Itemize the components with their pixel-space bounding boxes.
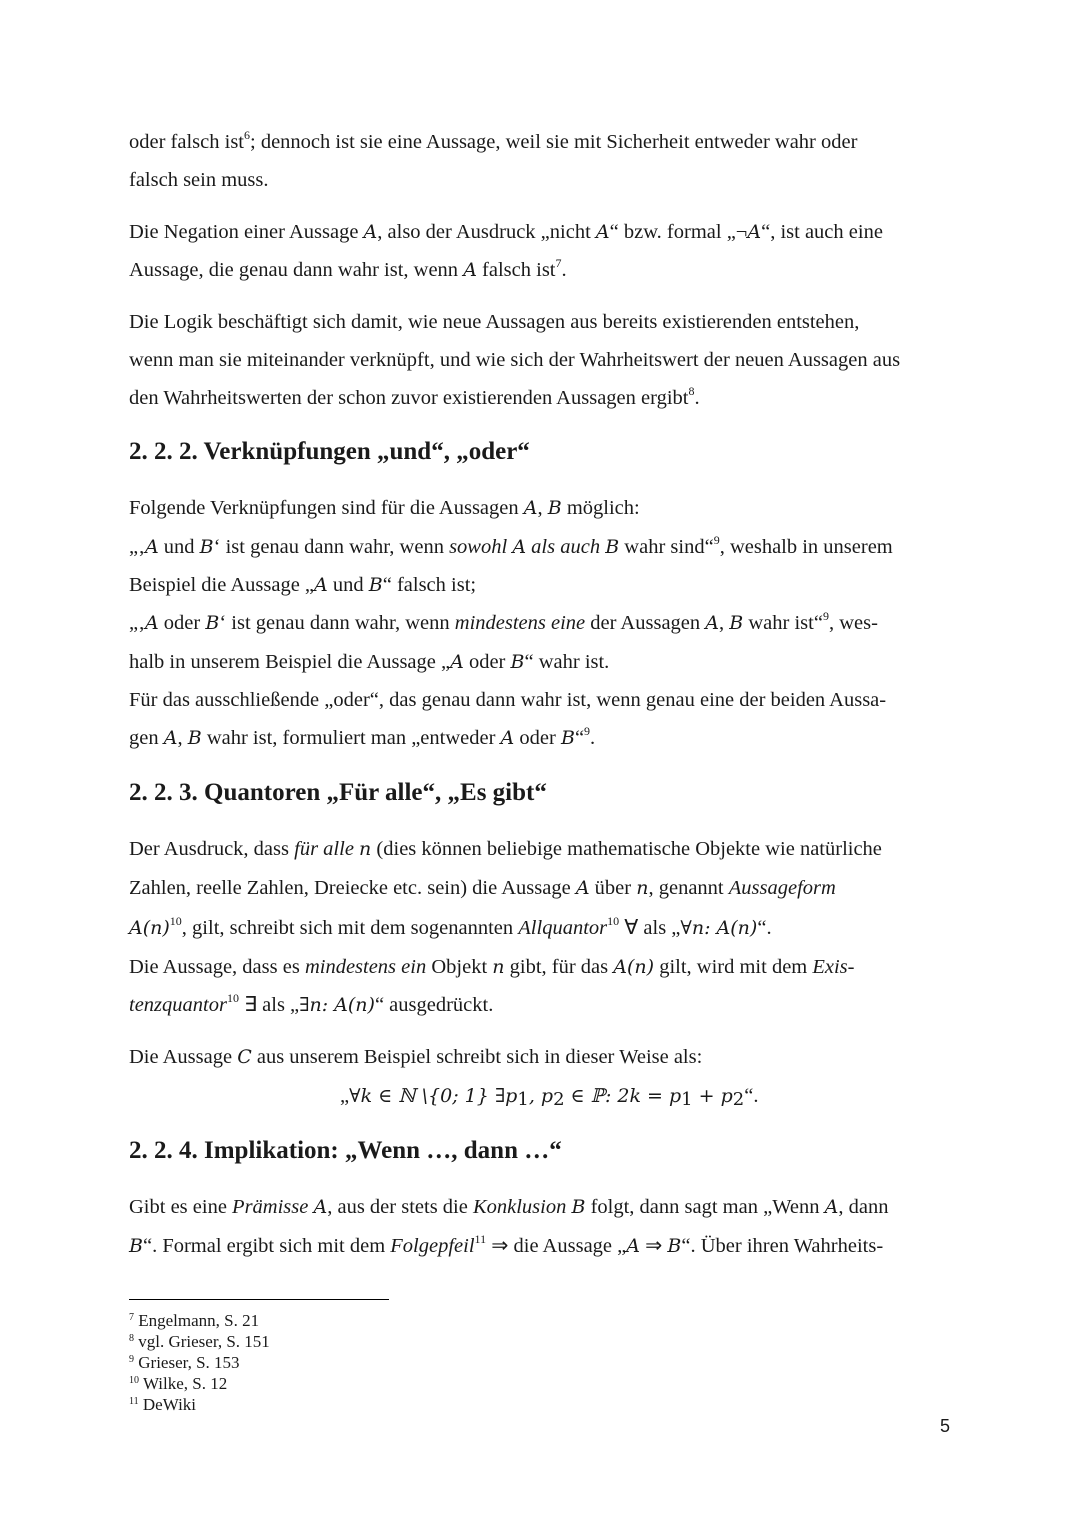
text-line: tenzquantor$^{10}$ ∃ als „∃n: A(n)“ ausgedrückt. (129, 991, 494, 1016)
formula: „∀k ∈ ℕ \{0; 1} $\exists p_1$, $p_2$ ∈ ℙ: $2k = p_1$ + $p_2“$. (340, 1085, 759, 1110)
text-line: falsch sein muss. (129, 169, 269, 191)
footnote: $^{11}$ DeWiki (129, 1395, 197, 1414)
footnote: $^8$ vgl. Grieser, S. 151 (129, 1332, 270, 1351)
text-line: Beispiel die Aussage „A und B“ falsch ist; (129, 574, 477, 596)
text-line: Aussage, die genau dann wahr ist, wenn A falsch ist$^7$. (129, 256, 567, 281)
text-line: Zahlen, reelle Zahlen, Dreiecke etc. sein) die Aussage A über n, genannt Aussageform (129, 877, 836, 899)
text-line: gen A, B wahr ist, formuliert man „entweder A oder B“$^9$. (129, 724, 596, 749)
text-line: Die Aussage, dass es mindestens ein Objekt n gibt, für das A(n) gilt, wird mit dem Exis- (129, 956, 855, 978)
section-heading: 2. 2. 2. Verknüpfungen „und“, „oder“ (129, 438, 530, 465)
text-line: Gibt es eine Prämisse A, aus der stets die Konklusion B folgt, dann sagt man „Wenn A, dann (129, 1196, 889, 1218)
section-heading: 2. 2. 4. Implikation: „Wenn …, dann …“ (129, 1137, 562, 1164)
text-line: Die Negation einer Aussage A, also der Ausdruck „nicht A“ bzw. formal „¬A“, ist auch eine (129, 221, 883, 243)
footnote: $^7$ Engelmann, S. 21 (129, 1311, 260, 1330)
text-line: den Wahrheitswerten der schon zuvor existierenden Aussagen ergibt$^8$. (129, 384, 700, 409)
text-line: Folgende Verknüpfungen sind für die Aussagen A, B möglich: (129, 497, 640, 519)
text-line: Für das ausschließende „oder“, das genau dann wahr ist, wenn genau eine der beiden Aussa- (129, 689, 887, 711)
text-line: $A(n)^{10}$, gilt, schreibt sich mit dem sogenannten Allquantor$^{10}$ ∀ als „∀n: A(n)“. (129, 914, 772, 939)
footnote: $^9$ Grieser, S. 153 (129, 1353, 240, 1372)
text-line: halb in unserem Beispiel die Aussage „A oder B“ wahr ist. (129, 651, 610, 673)
section-heading: 2. 2. 3. Quantoren „Für alle“, „Es gibt“ (129, 779, 547, 806)
footnote: $^{10}$ Wilke, S. 12 (129, 1374, 228, 1393)
text-line: Die Aussage C aus unserem Beispiel schreibt sich in dieser Weise als: (129, 1046, 703, 1068)
text-line: Der Ausdruck, dass für alle n (dies können beliebige mathematische Objekte wie natürliche (129, 838, 882, 860)
text-line: „‚A und B‘ ist genau dann wahr, wenn sowohl A als auch B wahr sind“$^9$, weshalb in unserem (129, 533, 893, 558)
text-line: Die Logik beschäftigt sich damit, wie neue Aussagen aus bereits existierenden entstehen, (129, 311, 860, 333)
text-line: „‚A oder B‘ ist genau dann wahr, wenn mindestens eine der Aussagen A, B wahr ist“$^9$, wes- (129, 609, 878, 634)
footnote-separator (129, 1299, 389, 1300)
text-line: B“. Formal ergibt sich mit dem Folgepfeil$^{11}$ ⇒ die Aussage „A ⇒ B“. Über ihren Wahrheits- (129, 1232, 884, 1257)
text-line: wenn man sie miteinander verknüpft, und wie sich der Wahrheitswert der neuen Aussagen aus (129, 349, 901, 371)
text-line: oder falsch ist$^6$; dennoch ist sie eine Aussage, weil sie mit Sicherheit entweder wahr oder (129, 128, 858, 153)
page-number: 5 (940, 1416, 951, 1436)
